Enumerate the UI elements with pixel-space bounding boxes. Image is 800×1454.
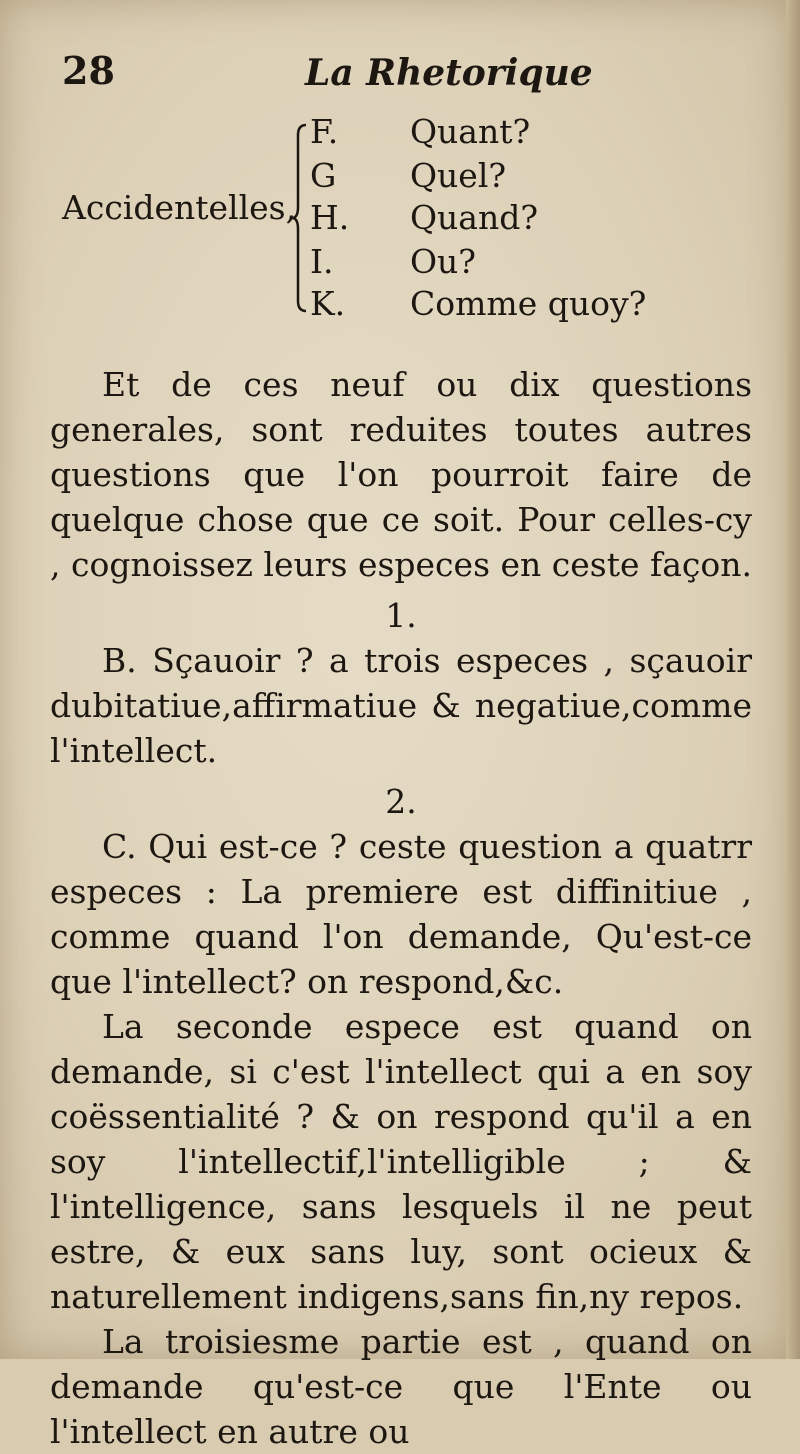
paragraph: Et de ces neuf ou dix questions generales, sont reduites toutes autres questions que l'on pourroit faire de quelque chose que ce soit. Pour celles-cy , cognoissez leurs especes en ceste façon. xyxy=(50,365,752,584)
row-letter: F. xyxy=(310,112,339,151)
row-letter: G xyxy=(310,156,337,195)
accidents-table xyxy=(0,105,800,335)
running-title: La Rhetorique xyxy=(305,52,593,94)
row-question: Quel? xyxy=(410,156,507,195)
paragraph: La troisiesme partie est , quand on demande qu'est-ce que l'Ente ou l'intellect en autre ou xyxy=(50,1322,752,1451)
brace-icon xyxy=(292,123,310,313)
section-number: 1. xyxy=(385,596,417,635)
row-question: Ou? xyxy=(410,242,476,281)
body-text xyxy=(50,362,752,1454)
section-number: 2. xyxy=(385,782,417,821)
row-letter: K. xyxy=(310,284,346,323)
row-question: Quand? xyxy=(410,198,539,237)
accident-row xyxy=(310,153,506,199)
accidents-label: Accidentelles, xyxy=(62,188,297,227)
page-number: 28 xyxy=(62,48,115,93)
row-question: Quant? xyxy=(410,112,531,151)
row-letter: I. xyxy=(310,242,334,281)
running-head xyxy=(0,48,800,108)
accident-row xyxy=(310,195,538,241)
paragraph: La seconde espece est quand on demande, si c'est l'intellect qui a en soy coëssentialité ? & on respond qu'il a en soy l'intellectif,l'intelligible ; & l'intelligence, sans lesquels il ne peut estre, & eux sans luy, sont ocieux & naturellement indigens,sans fin,ny repos. xyxy=(50,1007,752,1316)
paragraph: C. Qui est-ce ? ceste question a quatrr especes : La premiere est diffinitiue , comme quand l'on demande, Qu'est-ce que l'intellect? on respond,&c. xyxy=(50,827,752,1001)
accident-row xyxy=(310,239,476,285)
row-letter: H. xyxy=(310,198,350,237)
accident-row xyxy=(310,281,646,327)
row-question: Comme quoy? xyxy=(410,284,647,323)
accident-row xyxy=(310,109,530,155)
paragraph: B. Sçauoir ? a trois especes , sçauoir dubitatiue,affirmatiue & negatiue,comme l'intellect. xyxy=(50,641,752,770)
